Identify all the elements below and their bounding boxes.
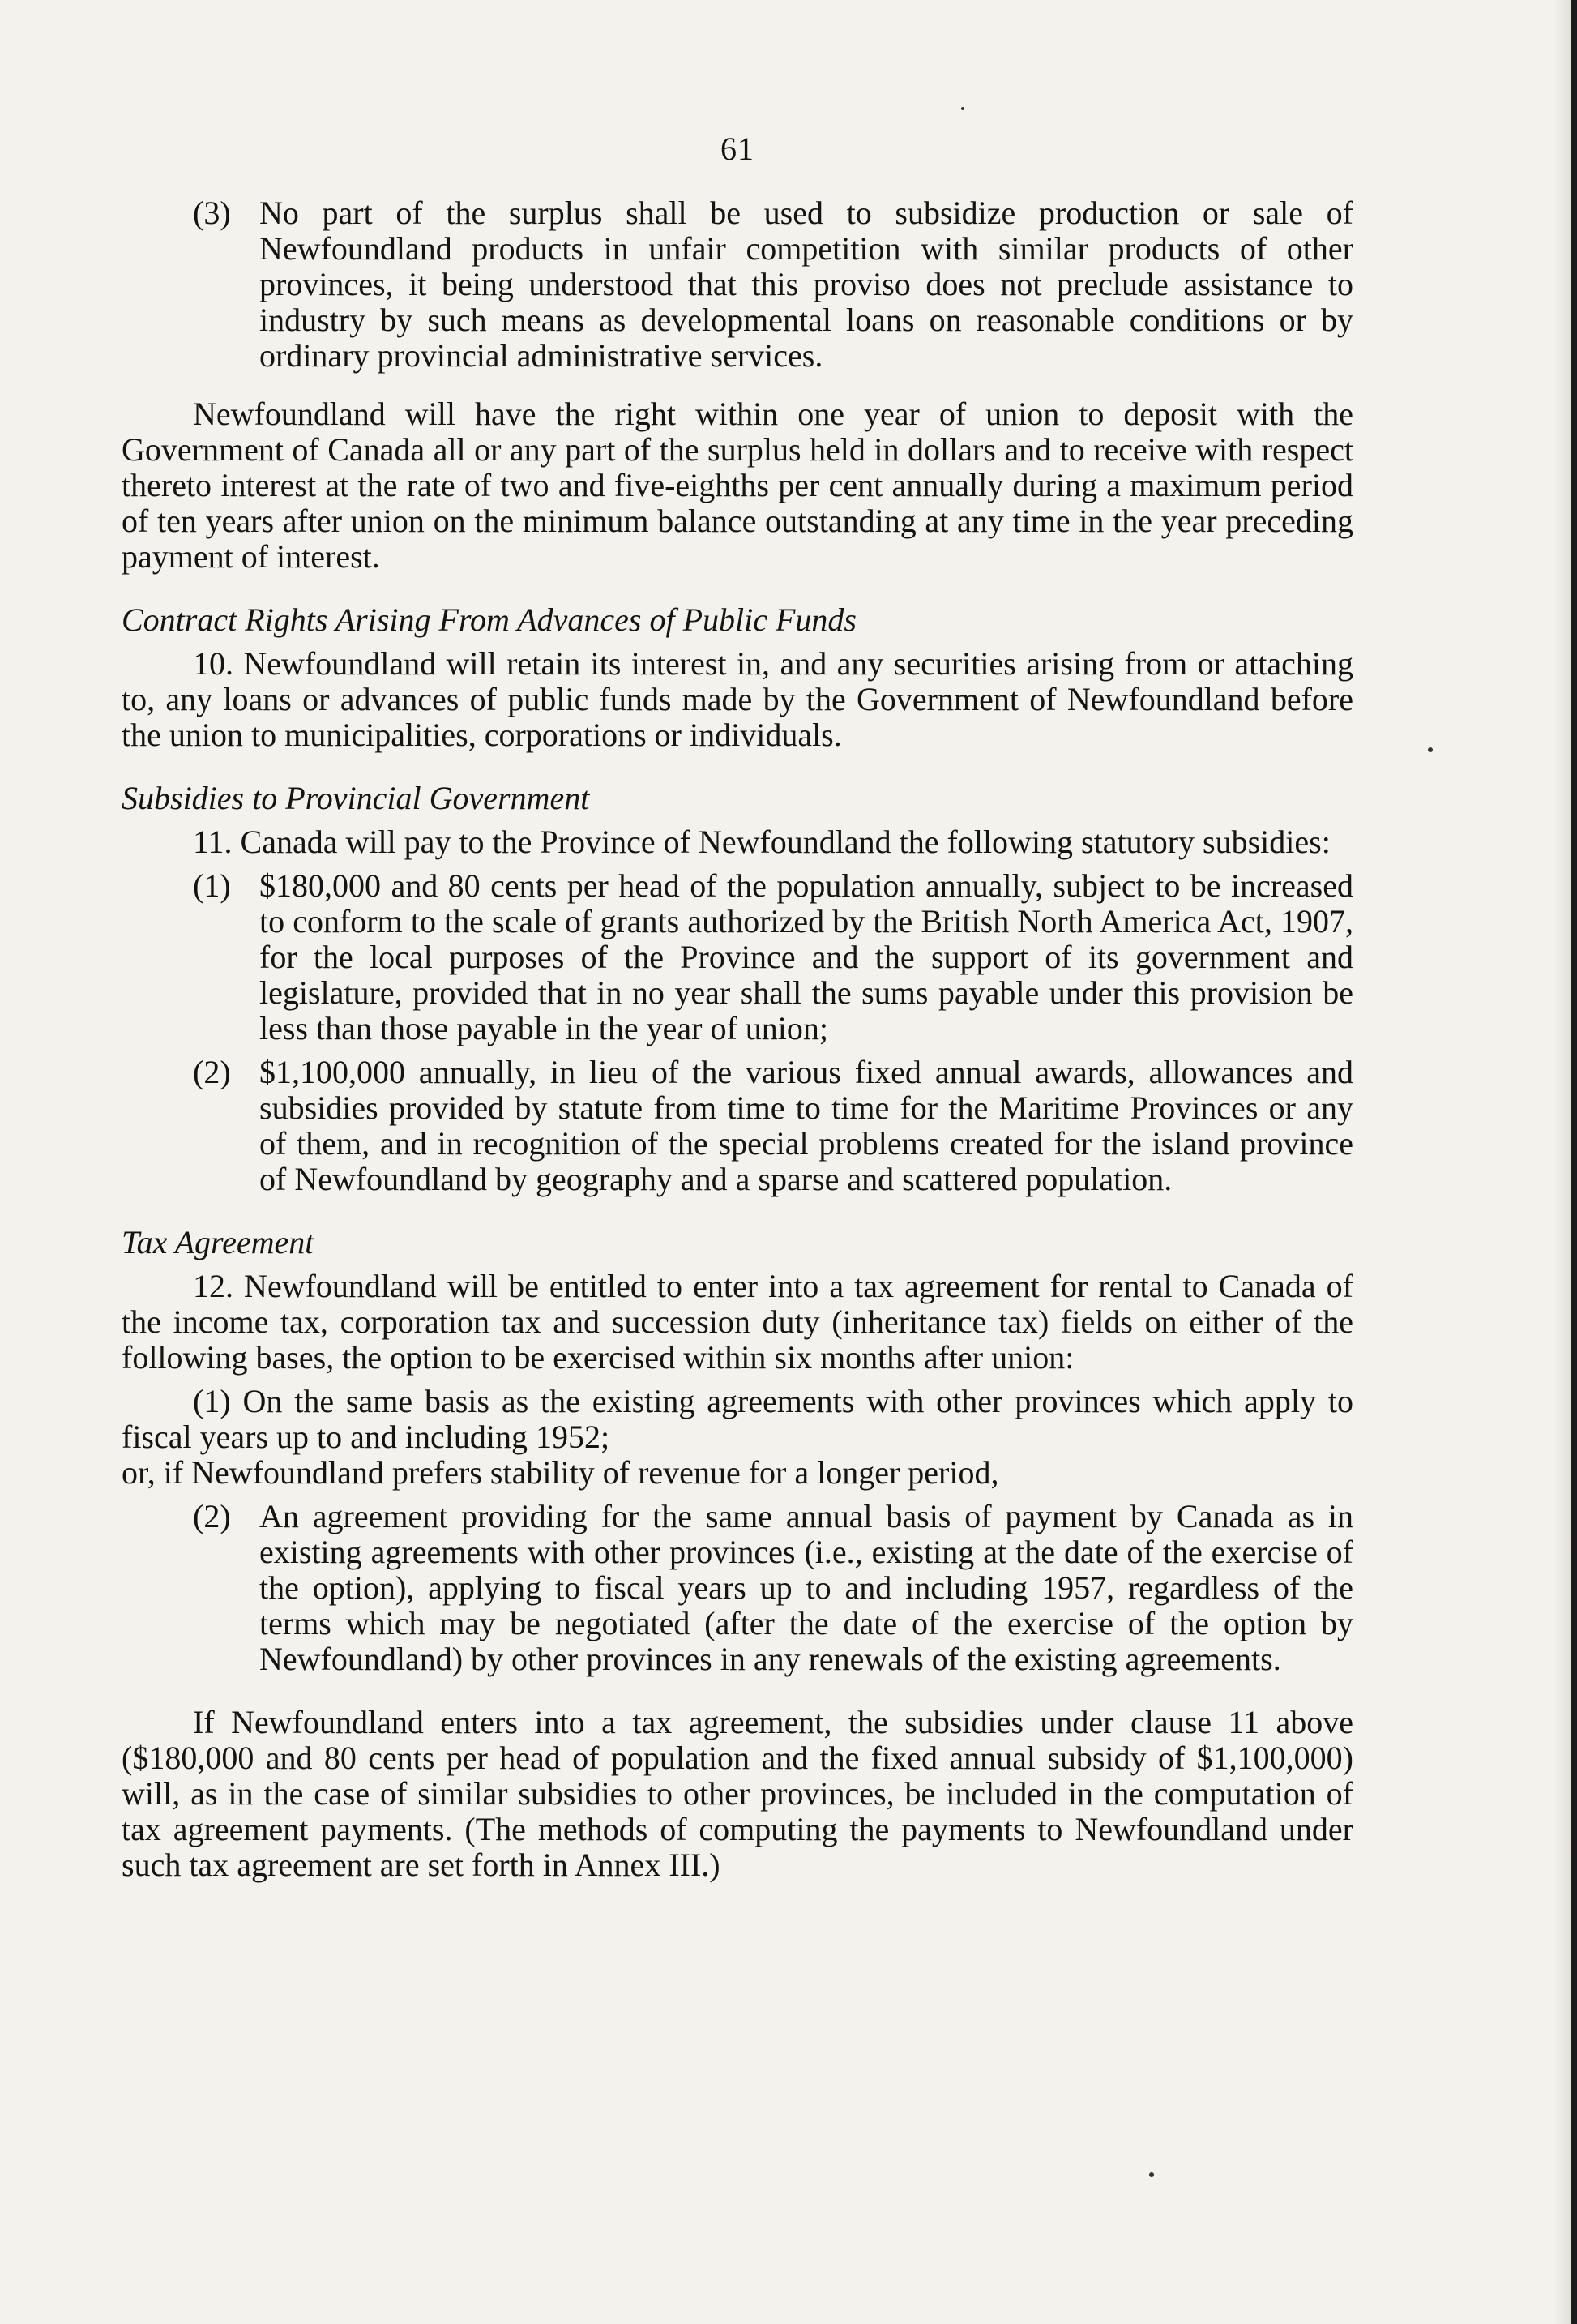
scan-shadow bbox=[1553, 0, 1571, 2324]
subclause-number: (2) bbox=[193, 1498, 231, 1534]
subclause-number: (2) bbox=[193, 1054, 231, 1090]
subclause-number: (1) bbox=[193, 867, 231, 904]
section-heading-tax-agreement: Tax Agreement bbox=[122, 1224, 314, 1260]
scan-speck bbox=[961, 107, 964, 110]
page-number: 61 bbox=[720, 131, 754, 167]
clause-12-item-1: (1) On the same basis as the existing agreements with other provinces which apply to fiscal years up to and including 1952; bbox=[122, 1383, 1353, 1455]
alternative-line: or, if Newfoundland prefers stability of revenue for a longer period, bbox=[122, 1454, 999, 1491]
section-heading-subsidies: Subsidies to Provincial Government bbox=[122, 780, 590, 816]
tax-agreement-final-paragraph: If Newfoundland enters into a tax agreement, the subsidies under clause 11 above ($180,000 and 80 cents per head of population and the fixed annual subsidy of $1,100,000) will, as in the case of similar subsidies to other provinces, be included in the computation of tax agreement payments. (The methods of computing the payments to Newfoundland under such tax agreement are set forth in Annex III.) bbox=[122, 1704, 1353, 1883]
subclause-text: $1,100,000 annually, in lieu of the various fixed annual awards, allowances and subsidies provided by statute from time to time for the Maritime Provinces or any of them, and in recognition of the special problems created for the island province of Newfoundland by geography and a sparse and scattered population. bbox=[259, 1054, 1353, 1197]
subclause-text: No part of the surplus shall be used to subsidize production or sale of Newfoundland products in unfair competition with similar products of other provinces, it being understood that this proviso does not preclude assistance to industry by such means as developmental loans on reasonable conditions or by ordinary provincial administrative services. bbox=[259, 195, 1353, 374]
clause-11-item-2 bbox=[122, 1055, 1353, 1197]
document-page bbox=[122, 130, 1353, 1883]
clause-11: 11. Canada will pay to the Province of Newfoundland the following statutory subsidies: bbox=[193, 824, 1331, 860]
subclause-text: An agreement providing for the same annual basis of payment by Canada as in existing agreements with other provinces (i.e., existing at the date of the exercise of the option), applying to fiscal years up to and including 1957, regardless of the terms which may be negotiated (after the date of the exercise of the option by Newfoundland) by other provinces in any renewals of the existing agreements. bbox=[259, 1498, 1353, 1677]
scan-speck bbox=[1428, 747, 1433, 752]
scan-border bbox=[1571, 0, 1577, 2324]
subclause-3 bbox=[122, 195, 1353, 374]
section-heading-contract-rights: Contract Rights Arising From Advances of Public Funds bbox=[122, 601, 857, 638]
surplus-deposit-paragraph: Newfoundland will have the right within one year of union to deposit with the Government of Canada all or any part of the surplus held in dollars and to receive with respect thereto interest at the rate of two and five-eighths per cent annually during a maximum period of ten years after union on the minimum balance outstanding at any time in the year preceding payment of interest. bbox=[122, 396, 1353, 575]
clause-11-item-1 bbox=[122, 868, 1353, 1046]
clause-12-item-2 bbox=[122, 1499, 1353, 1677]
scan-speck bbox=[1149, 2172, 1154, 2177]
subclause-number: (3) bbox=[193, 195, 231, 231]
subclause-text: $180,000 and 80 cents per head of the population annually, subject to be increased to conform to the scale of grants authorized by the British North America Act, 1907, for the local purposes of the Province and the support of its government and legislature, provided that in no year shall the sums payable under this provision be less than those payable in the year of union; bbox=[259, 867, 1353, 1046]
clause-10: 10. Newfoundland will retain its interest in, and any securities arising from or attaching to, any loans or advances of public funds made by the Government of Newfoundland before the union to municipalities, corporations or individuals. bbox=[122, 645, 1353, 753]
clause-12: 12. Newfoundland will be entitled to enter into a tax agreement for rental to Canada of the income tax, corporation tax and succession duty (inheritance tax) fields on either of the following bases, the option to be exercised within six months after union: bbox=[122, 1268, 1353, 1376]
